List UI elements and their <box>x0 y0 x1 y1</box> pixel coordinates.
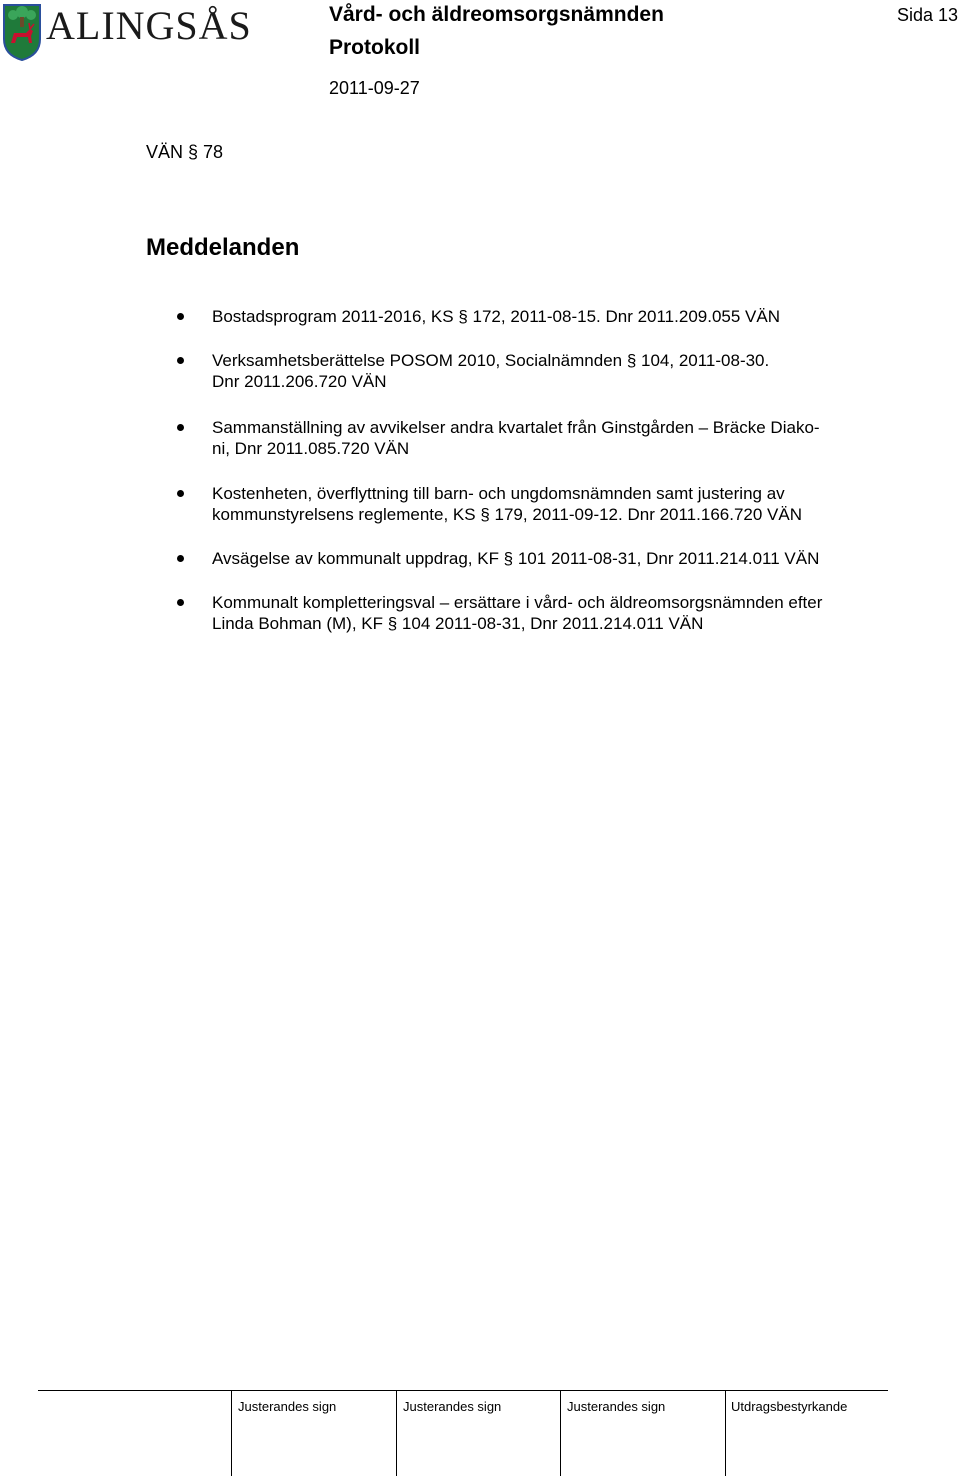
municipality-logo <box>0 2 260 64</box>
list-item-line: ni, Dnr 2011.085.720 VÄN <box>212 439 410 458</box>
signature-cell <box>396 1390 397 1476</box>
logo-wordmark: ALINGSÅS <box>46 3 252 48</box>
section-title: Meddelanden <box>146 234 300 261</box>
bullet-icon <box>177 490 184 497</box>
list-item-line: Avsägelse av kommunalt uppdrag, KF § 101 2011-08-31, Dnr 2011.214.011 VÄN <box>212 549 820 568</box>
list-item <box>212 417 887 459</box>
list-item-line: Linda Bohman (M), KF § 104 2011-08-31, Dnr 2011.214.011 VÄN <box>212 614 704 633</box>
footer-rule <box>38 1390 888 1391</box>
signature-label: Justerandes sign <box>567 1399 666 1414</box>
bullet-icon <box>177 357 184 364</box>
document-type: Protokoll <box>329 36 421 59</box>
list-item <box>212 483 887 525</box>
list-item-line: Verksamhetsberättelse POSOM 2010, Socialnämnden § 104, 2011-08-30. <box>212 351 770 370</box>
committee-name: Vård- och äldreomsorgsnämnden <box>329 3 664 26</box>
bullet-icon <box>177 313 184 320</box>
list-item-line: Bostadsprogram 2011-2016, KS § 172, 2011-08-15. Dnr 2011.209.055 VÄN <box>212 307 780 326</box>
list-item-line: kommunstyrelsens reglemente, KS § 179, 2011-09-12. Dnr 2011.166.720 VÄN <box>212 505 802 524</box>
list-item <box>212 350 887 392</box>
certification-label: Utdragsbestyrkande <box>731 1399 848 1414</box>
list-item-line: Sammanställning av avvikelser andra kvartalet från Ginstgården – Bräcke Diako- <box>212 418 820 437</box>
signature-cell <box>231 1390 232 1476</box>
paragraph-reference: VÄN § 78 <box>146 142 224 162</box>
signature-cell <box>560 1390 561 1476</box>
meeting-date: 2011-09-27 <box>329 78 420 98</box>
list-item <box>212 306 887 327</box>
list-item-line: Dnr 2011.206.720 VÄN <box>212 372 387 391</box>
bullet-icon <box>177 424 184 431</box>
signature-label: Justerandes sign <box>238 1399 337 1414</box>
list-item <box>212 548 887 569</box>
list-item <box>212 592 887 634</box>
bullet-icon <box>177 599 184 606</box>
coat-of-arms-icon <box>2 3 42 61</box>
list-item-line: Kommunalt kompletteringsval – ersättare i vård- och äldreomsorgsnämnden efter <box>212 593 823 612</box>
certification-cell <box>725 1390 726 1476</box>
signature-label: Justerandes sign <box>403 1399 502 1414</box>
page-number: Sida 13 <box>897 5 959 25</box>
list-item-line: Kostenheten, överflyttning till barn- och ungdomsnämnden samt justering av <box>212 484 785 503</box>
bullet-icon <box>177 555 184 562</box>
